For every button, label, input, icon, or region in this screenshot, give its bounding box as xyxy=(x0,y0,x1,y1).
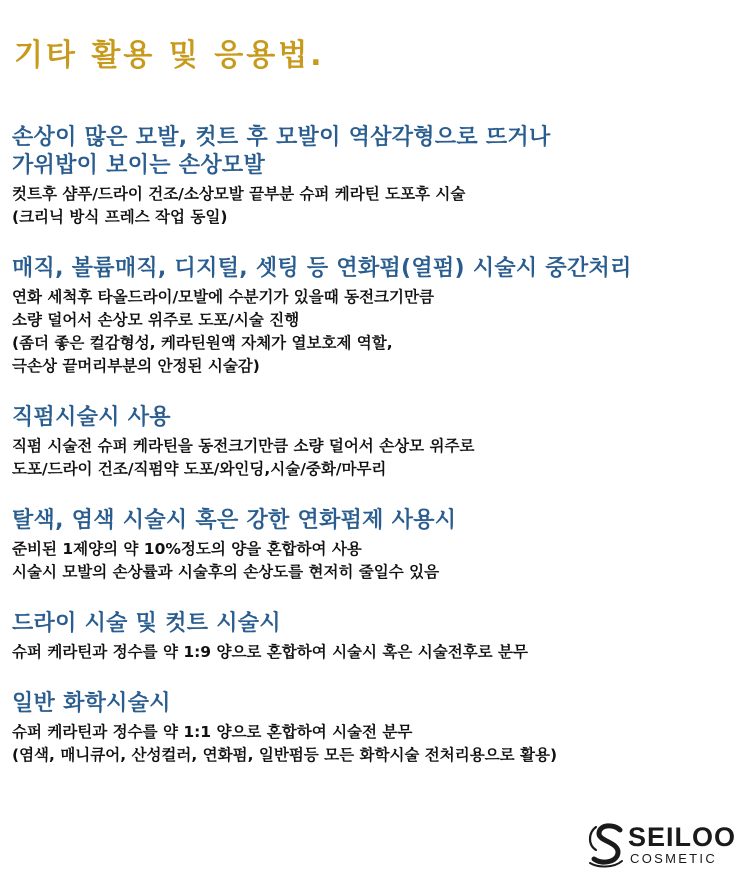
section-body xyxy=(12,641,728,664)
body-line: 연화 세척후 타올드라이/모발에 수분기가 있을때 동전크기만큼 xyxy=(12,288,434,306)
body-line: 직펌 시술전 슈퍼 케라틴을 동전크기만큼 소량 덜어서 손상모 위주로 xyxy=(12,437,475,455)
section-chemical xyxy=(12,690,728,767)
heading-line: 가위밥이 보이는 손상모발 xyxy=(12,153,265,178)
body-line: 시술시 모발의 손상률과 시술후의 손상도를 현저히 줄일수 있음 xyxy=(12,563,440,581)
swirl-s-logo-icon xyxy=(584,819,628,869)
body-line: 컷트후 샴푸/드라이 건조/소상모발 끝부분 슈퍼 케라틴 도포후 시술 xyxy=(12,185,466,203)
section-softening-perm xyxy=(12,255,728,378)
heading-line: 직펌시술시 사용 xyxy=(12,405,171,430)
section-damaged-hair xyxy=(12,124,728,229)
section-body xyxy=(12,286,728,378)
body-line: (크리닉 방식 프레스 작업 동일) xyxy=(12,208,228,226)
body-line: (좀더 좋은 컬감형성, 케라틴원액 자체가 열보호제 역할, xyxy=(12,334,393,352)
section-heading xyxy=(12,124,728,180)
body-line: 소량 덜어서 손상모 위주로 도포/시술 진행 xyxy=(12,311,300,329)
logo-brand-text: SEILOO xyxy=(628,822,737,852)
section-body xyxy=(12,183,728,229)
section-body xyxy=(12,721,728,767)
body-line: (염색, 매니큐어, 산성컬러, 연화펌, 일반펌등 모든 화학시술 전처리용으로 활용) xyxy=(12,746,558,764)
section-heading xyxy=(12,404,728,432)
heading-line: 드라이 시술 및 컷트 시술시 xyxy=(12,611,281,636)
body-line: 극손상 끝머리부분의 안정된 시술감) xyxy=(12,357,260,375)
section-heading xyxy=(12,507,728,535)
body-line: 도포/드라이 건조/직펌약 도포/와인딩,시술/중화/마무리 xyxy=(12,460,387,478)
heading-line: 탈색, 염색 시술시 혹은 강한 연화펌제 사용시 xyxy=(12,508,457,533)
section-bleach-dye xyxy=(12,507,728,584)
section-straight-perm xyxy=(12,404,728,481)
heading-line: 일반 화학시술시 xyxy=(12,691,171,716)
heading-line: 손상이 많은 모발, 컷트 후 모발이 역삼각형으로 뜨거나 xyxy=(12,125,551,150)
heading-line: 매직, 볼륨매직, 디지털, 셋팅 등 연화펌(열펌) 시술시 중간처리 xyxy=(12,256,632,281)
usage-sections xyxy=(12,124,728,793)
body-line: 준비된 1제양의 약 10%정도의 양을 혼합하여 사용 xyxy=(12,540,362,558)
section-dry-cut xyxy=(12,610,728,664)
section-body xyxy=(12,435,728,481)
section-heading xyxy=(12,610,728,638)
page-title: 기타 활용 및 응용법. xyxy=(14,38,325,73)
logo-sub-text: COSMETIC xyxy=(630,851,718,866)
brand-logo xyxy=(584,819,736,869)
section-heading xyxy=(12,690,728,718)
body-line: 슈퍼 케라틴과 정수를 약 1:1 양으로 혼합하여 시술전 분무 xyxy=(12,723,413,741)
section-heading xyxy=(12,255,728,283)
section-body xyxy=(12,538,728,584)
body-line: 슈퍼 케라틴과 정수를 약 1:9 양으로 혼합하여 시술시 혹은 시술전후로 분무 xyxy=(12,643,528,661)
